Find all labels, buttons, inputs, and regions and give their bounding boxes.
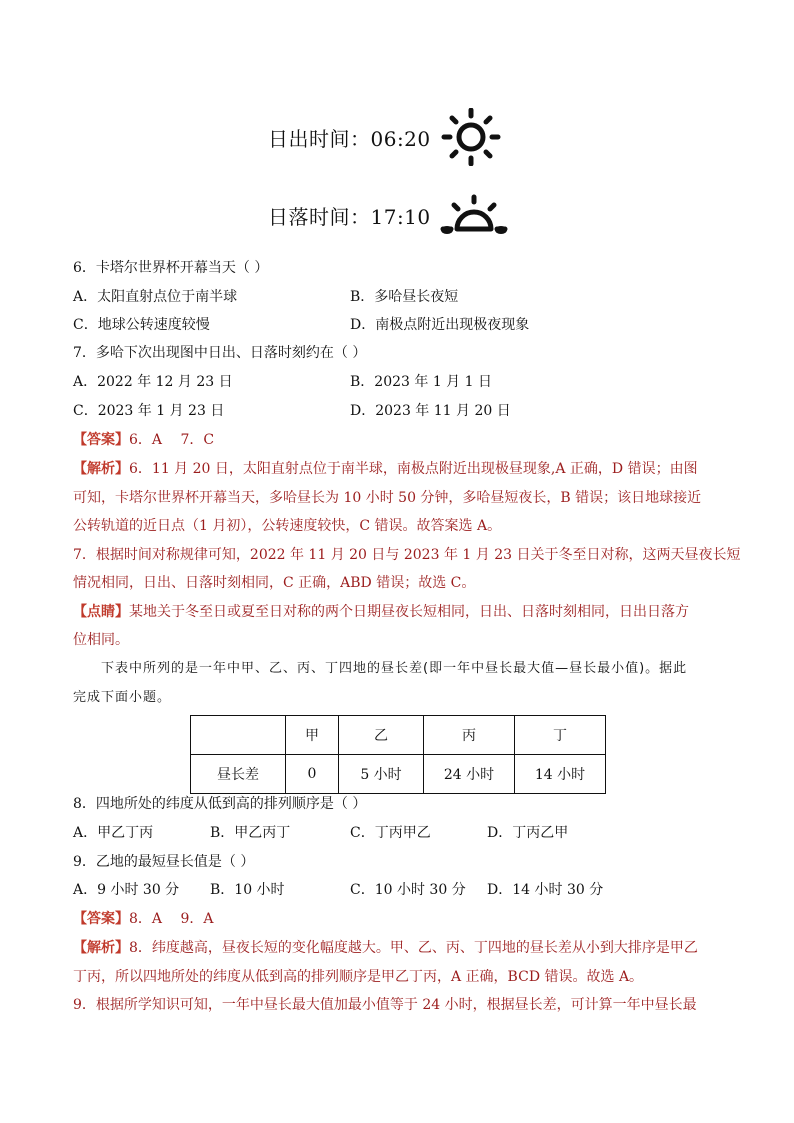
- intro-line-1: 下表中所列的是一年中甲、乙、丙、丁四地的昼长差(即一年中昼长最大值—昼长最小值)。据此: [101, 661, 688, 676]
- explanation-7-line-2: 情况相同，日出、日落时刻相同，C 正确，ABD 错误；故选 C。: [73, 575, 476, 591]
- explanation-6-line-3: 公转轨道的近日点（1 月初），公转速度较快，C 错误。故答案选 A。: [73, 518, 502, 534]
- explanation-6-line-2: 可知，卡塔尔世界杯开幕当天，多哈昼长为 10 小时 50 分钟，多哈昼短夜长，B 错误；该日地球接近: [73, 490, 702, 506]
- q6-option-b: B．多哈昼长夜短: [350, 289, 459, 305]
- explanation-8-line-1: [73, 938, 698, 958]
- q9-option-a: A．9 小时 30 分: [73, 882, 180, 898]
- explanation-tag: 【解析】: [73, 461, 129, 477]
- table-header-cell: 乙: [339, 716, 424, 755]
- tip-tag: 【点睛】: [73, 604, 129, 620]
- table-cell: 5 小时: [339, 755, 424, 794]
- q7-option-c: C．2023 年 1 月 23 日: [73, 403, 225, 419]
- q7-option-b: B．2023 年 1 月 1 日: [350, 374, 492, 390]
- q8-stem: 8．四地所处的纬度从低到高的排列顺序是（ ）: [73, 796, 367, 812]
- sunrise-row: [268, 108, 503, 166]
- answer-tag: 【答案】: [73, 911, 129, 927]
- answer-tag: 【答案】: [73, 432, 129, 448]
- q8-option-d: D．丁丙乙甲: [487, 825, 569, 841]
- explanation-tag: 【解析】: [73, 940, 129, 956]
- answer-6-7: [73, 430, 214, 450]
- q7-option-a: A．2022 年 12 月 23 日: [73, 374, 233, 390]
- table-cell: 0: [286, 755, 339, 794]
- answer-8-9: [73, 909, 214, 929]
- table-header-cell: 丙: [424, 716, 515, 755]
- q9-option-d: D．14 小时 30 分: [487, 882, 604, 898]
- sunset-icon: [439, 193, 509, 237]
- tip-line-2: 位相同。: [73, 632, 129, 648]
- q7-stem: 7．多哈下次出现图中日出、日落时刻约在（ ）: [73, 345, 367, 361]
- q7-option-d: D．2023 年 11 月 20 日: [350, 403, 511, 419]
- tip-line-1: [73, 602, 689, 622]
- sunrise-label: 日出时间：06:20: [268, 126, 431, 151]
- answer-text: 8．A 9．A: [129, 911, 214, 927]
- table-cell: 24 小时: [424, 755, 515, 794]
- tip-text: 某地关于冬至日或夏至日对称的两个日期昼夜长短相同，日出、日落时刻相同，日出日落方: [129, 604, 689, 620]
- q9-option-b: B．10 小时: [210, 882, 285, 898]
- q8-option-b: B．甲乙丙丁: [210, 825, 291, 841]
- q6-option-a: A．太阳直射点位于南半球: [73, 289, 238, 305]
- table-row: [191, 755, 606, 794]
- explanation-text: 6．11 月 20 日，太阳直射点位于南半球，南极点附近出现极昼现象,A 正确，D 错误；由图: [129, 461, 698, 477]
- explanation-text: 8．纬度越高，昼夜长短的变化幅度越大。甲、乙、丙、丁四地的昼长差从小到大排序是甲乙: [129, 940, 698, 956]
- q8-option-a: A．甲乙丁丙: [73, 825, 154, 841]
- q9-option-c: C．10 小时 30 分: [350, 882, 466, 898]
- table-cell: 14 小时: [515, 755, 606, 794]
- q6-option-c: C．地球公转速度较慢: [73, 317, 210, 333]
- sunset-row: [268, 193, 509, 237]
- answer-text: 6．A 7．C: [129, 432, 215, 448]
- explanation-7-line-1: 7．根据时间对称规律可知，2022 年 11 月 20 日与 2023 年 1 月 23 日关于冬至日对称，这两天昼夜长短: [73, 547, 741, 563]
- day-length-difference-table: [190, 715, 606, 794]
- explanation-8-line-2: 丁丙，所以四地所处的纬度从低到高的排列顺序是甲乙丁丙，A 正确，BCD 错误。故选 A。: [73, 969, 644, 985]
- q8-option-c: C．丁丙甲乙: [350, 825, 431, 841]
- sun-icon: [439, 108, 503, 166]
- table-header-cell: 丁: [515, 716, 606, 755]
- intro-line-2: 完成下面小题。: [73, 690, 172, 705]
- table-header-cell: 甲: [286, 716, 339, 755]
- q6-stem: 6．卡塔尔世界杯开幕当天（ ）: [73, 260, 269, 276]
- table-cell: 昼长差: [191, 755, 286, 794]
- explanation-6-line-1: [73, 459, 698, 479]
- explanation-9-line-1: 9．根据所学知识可知，一年中昼长最大值加最小值等于 24 小时，根据昼长差，可计算一年中昼长最: [73, 997, 697, 1013]
- q9-stem: 9．乙地的最短昼长值是（ ）: [73, 854, 255, 870]
- sunset-label: 日落时间：17:10: [268, 204, 431, 229]
- table-header-cell: [191, 716, 286, 755]
- q6-option-d: D．南极点附近出现极夜现象: [350, 317, 530, 333]
- table-header-row: [191, 716, 606, 755]
